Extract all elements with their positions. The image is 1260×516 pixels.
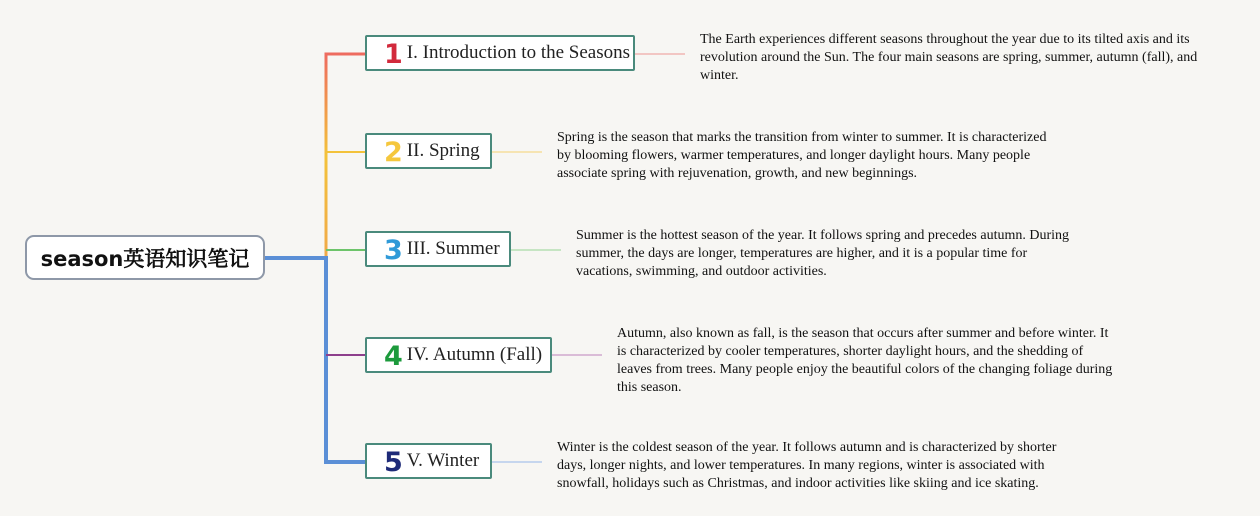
topic-summer[interactable]: [365, 231, 511, 267]
trunk-line-lower: [265, 258, 365, 462]
note-winter: Winter is the coldest season of the year. It follows autumn and is characterized by shorter days, longer nights, and lower temperatures. In many regions, winter is associated with snowfall, holidays such as Christmas, and indoor activities like skiing and ice skating.: [557, 440, 1057, 491]
topic-label: IV. Autumn (Fall): [406, 344, 543, 365]
topic-label: II. Spring: [406, 140, 480, 161]
topic-winter[interactable]: [365, 443, 492, 479]
root-topic[interactable]: [25, 235, 265, 280]
topic-label: I. Introduction to the Seasons: [406, 42, 631, 63]
topic-introduction[interactable]: [365, 35, 635, 71]
topic-label: V. Winter: [406, 450, 480, 471]
number-4-icon: 4: [384, 340, 403, 372]
root-topic-label: season英语知识笔记: [40, 246, 250, 271]
topic-label: III. Summer: [406, 238, 500, 259]
note-introduction: The Earth experiences different seasons throughout the year due to its tilted axis and its revolution around the Sun. The four main seasons are spring, summer, autumn (fall), and winter.: [700, 32, 1198, 83]
number-2-icon: 2: [384, 136, 403, 168]
topic-autumn[interactable]: [365, 337, 552, 373]
number-3-icon: 3: [384, 234, 403, 266]
number-5-icon: 5: [384, 446, 403, 478]
note-spring: Spring is the season that marks the transition from winter to summer. It is characterized by blooming flowers, warmer temperatures, and longer daylight hours. Many people associate spring with rejuvenation, growth, and new beginnings.: [557, 130, 1047, 181]
note-autumn: Autumn, also known as fall, is the season that occurs after summer and before winter. It is characterized by cooler temperatures, shorter daylight hours, and the shedding of leaves from trees. Many people enjoy the beautiful colors of the changing foliage during this season.: [617, 326, 1113, 395]
trunk-line-upper: [265, 54, 365, 258]
number-1-icon: 1: [384, 38, 403, 70]
topic-spring[interactable]: [365, 133, 492, 169]
note-summer: Summer is the hottest season of the year. It follows spring and precedes autumn. During summer, the days are longer, temperatures are higher, and it is a popular time for vacations, swimming, and outdoor activities.: [576, 228, 1070, 279]
